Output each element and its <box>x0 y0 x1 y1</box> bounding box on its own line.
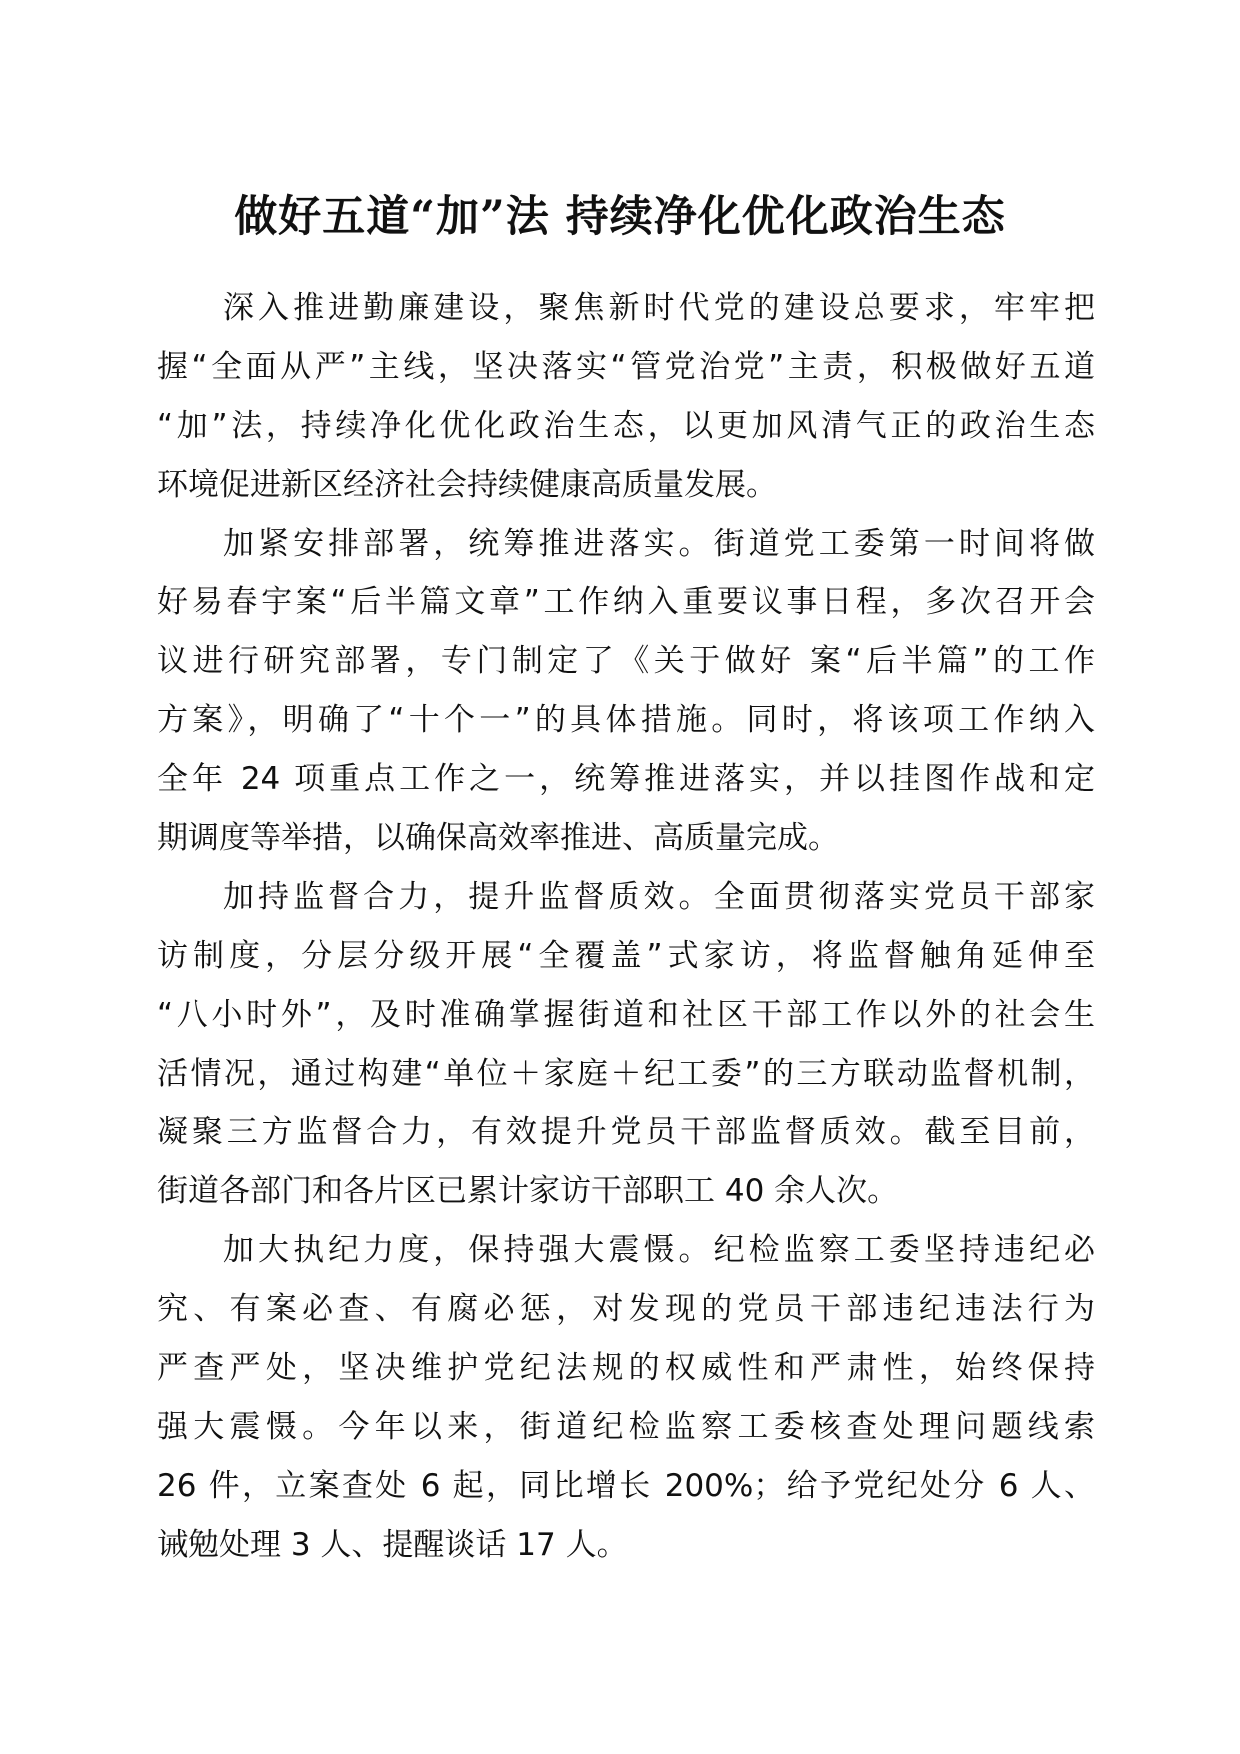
text-line: 街道各部门和各片区已累计家访干部职工 40 余人次。 <box>157 1173 899 1210</box>
text-line: 加紧安排部署，统筹推进落实。街道党工委第一时间将做 <box>223 525 1095 562</box>
text-line: 期调度等举措，以确保高效率推进、高质量完成。 <box>157 820 839 857</box>
paragraph-deployment <box>157 515 1095 868</box>
text-line: “加”法，持续净化优化政治生态，以更加风清气正的政治生态 <box>157 407 1095 444</box>
text-line: 凝聚三方监督合力，有效提升党员干部监督质效。截至目前， <box>157 1114 1095 1151</box>
text-line: 深入推进勤廉建设，聚焦新时代党的建设总要求，牢牢把 <box>223 290 1095 326</box>
paragraph-intro <box>157 279 1095 515</box>
document-title: 做好五道“加”法 持续净化优化政治生态 <box>234 192 1006 242</box>
paragraph-supervision <box>157 868 1095 1221</box>
text-line: 加大执纪力度，保持强大震慑。纪检监察工委坚持违纪必 <box>223 1232 1095 1269</box>
text-line: 强大震慑。今年以来，街道纪检监察工委核查处理问题线索 <box>157 1408 1095 1445</box>
text-line: 加持监督合力，提升监督质效。全面贯彻落实党员干部家 <box>223 878 1095 915</box>
text-line: 严查严处，坚决维护党纪法规的权威性和严肃性，始终保持 <box>157 1350 1095 1387</box>
text-line: 诫勉处理 3 人、提醒谈话 17 人。 <box>157 1526 628 1563</box>
text-line: 26 件，立案查处 6 起，同比增长 200%；给予党纪处分 6 人、 <box>157 1467 1095 1504</box>
text-line: 究、有案必查、有腐必惩，对发现的党员干部违纪违法行为 <box>157 1291 1095 1328</box>
text-line: 握“全面从严”主线，坚决落实“管党治党”主责，积极做好五道 <box>157 348 1095 385</box>
text-line: 活情况，通过构建“单位＋家庭＋纪工委”的三方联动监督机制， <box>157 1055 1095 1092</box>
paragraph-discipline <box>157 1221 1095 1574</box>
text-line: 议进行研究部署，专门制定了《关于做好 案“后半篇”的工作 <box>157 643 1095 680</box>
text-line: 好易春宇案“后半篇文章”工作纳入重要议事日程，多次召开会 <box>157 584 1095 621</box>
text-line: 环境促进新区经济社会持续健康高质量发展。 <box>157 466 777 503</box>
text-line: 全年 24 项重点工作之一，统筹推进落实，并以挂图作战和定 <box>157 761 1095 798</box>
document-body <box>157 279 1095 1575</box>
text-line: 访制度，分层分级开展“全覆盖”式家访，将监督触角延伸至 <box>157 937 1095 974</box>
text-line: 方案》，明确了“十个一”的具体措施。同时，将该项工作纳入 <box>157 702 1095 739</box>
text-line: “八小时外”，及时准确掌握街道和社区干部工作以外的社会生 <box>157 996 1095 1033</box>
